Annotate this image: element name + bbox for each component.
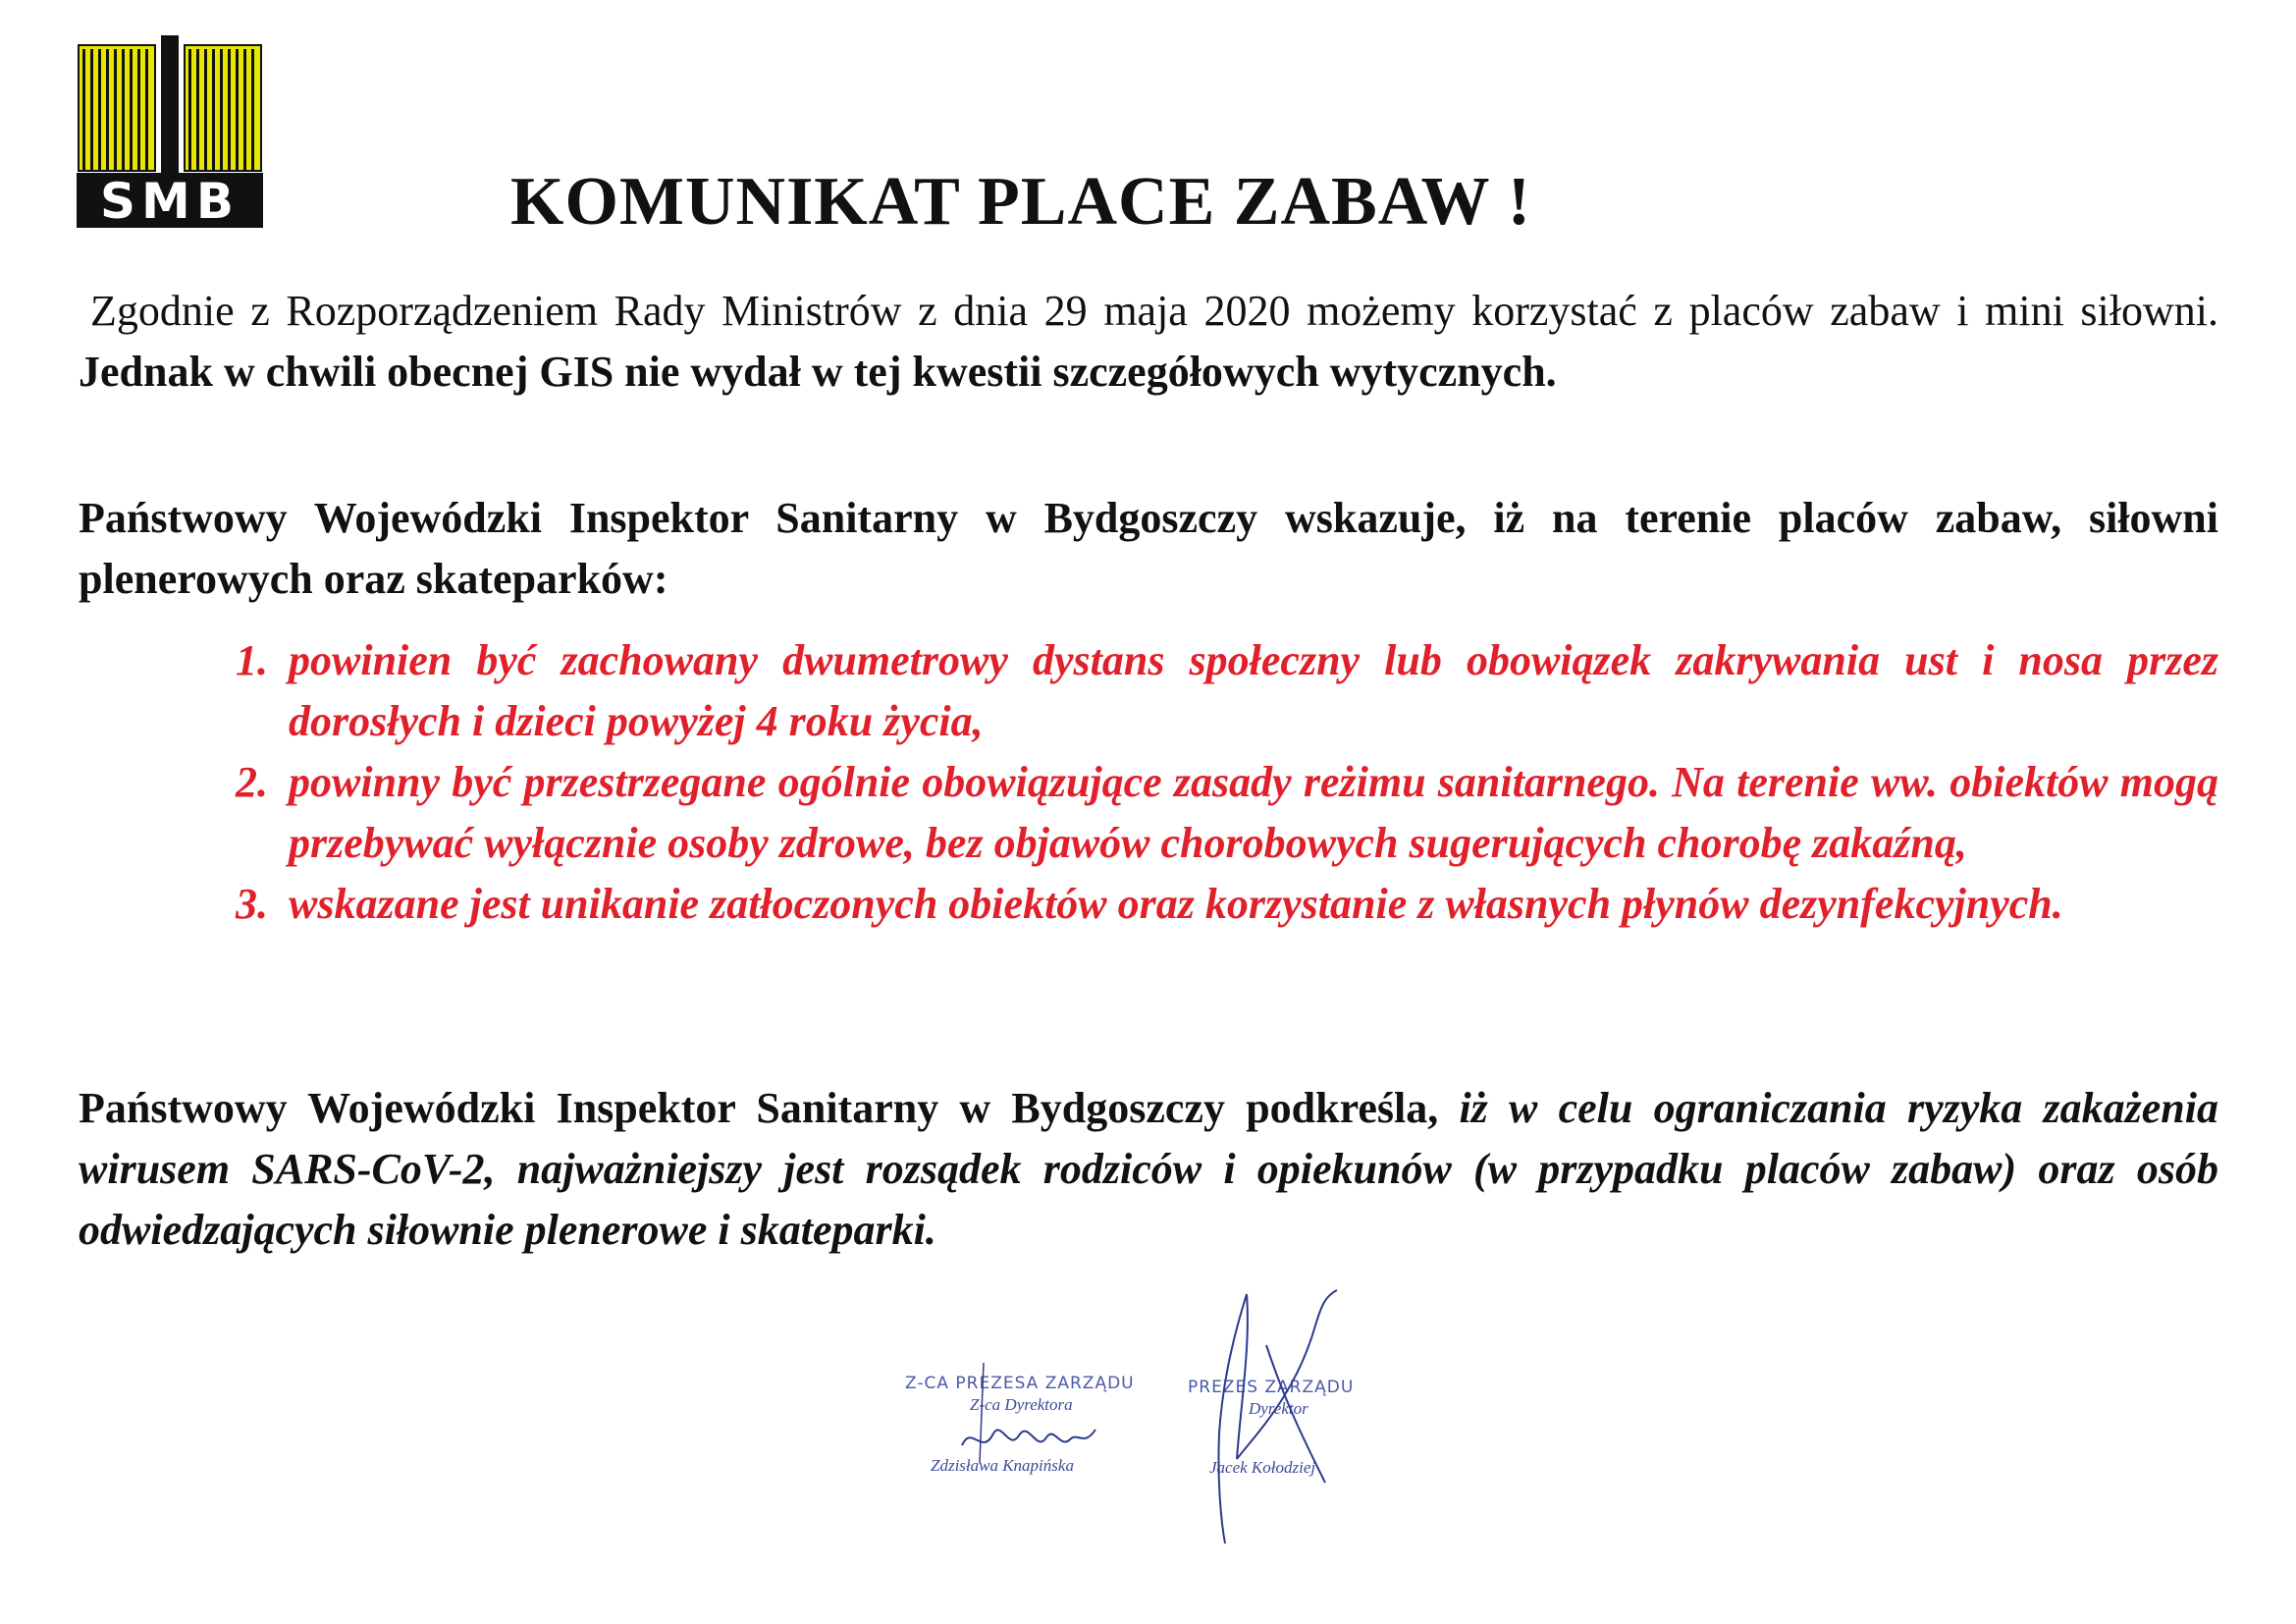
president-stamp (1178, 1286, 1414, 1551)
list-item-number: 2. (236, 758, 268, 806)
smb-logo-graphic (77, 35, 263, 228)
president-stamp-graphic (1178, 1286, 1414, 1551)
signature-squiggle (962, 1430, 1095, 1445)
list-item (236, 752, 2218, 874)
vice-president-stamp (903, 1355, 1168, 1492)
list-item (236, 630, 2218, 752)
stamp-name: Zdzisława Knapińska (931, 1456, 1074, 1475)
list-item-text: powinien być zachowany dwumetrowy dystans społeczny lub obowiązek zakrywania ust i nosa przez dorosłych i dzieci powyżej 4 roku życia, (289, 636, 2218, 745)
closing-italic-text: iż w celu ograniczania ryzyka zakażenia wirusem SARS-CoV-2, najważniejszy jest rozsądek rodziców i opiekunów (w przypadku placów zabaw) oraz osób odwiedzających siłownie plenerowe i skateparki. (79, 1084, 2219, 1254)
smb-logo (77, 35, 263, 228)
list-item-text: wskazane jest unikanie zatłoczonych obiektów oraz korzystanie z własnych płynów dezynfekcyjnych. (289, 880, 2063, 928)
vice-president-stamp-graphic (903, 1355, 1168, 1492)
list-item (236, 874, 2218, 935)
list-item-number: 1. (236, 636, 268, 684)
stamp-role: Dyrektor (1249, 1399, 1308, 1418)
closing-bold-text: Państwowy Wojewódzki Inspektor Sanitarny w Bydgoszczy podkreśla, (79, 1084, 1439, 1132)
closing-paragraph (79, 1078, 2218, 1261)
intro-text: Zgodnie z Rozporządzeniem Rady Ministrów z dnia 29 maja 2020 możemy korzystać z placów zabaw i mini siłowni. (90, 287, 2218, 335)
stamp-role: Z-ca Dyrektora (970, 1395, 1073, 1414)
stamp-title: PREZES ZARZĄDU (1188, 1378, 1355, 1397)
rules-list (236, 630, 2218, 935)
page-title: KOMUNIKAT PLACE ZABAW ! (510, 164, 1532, 240)
intro-bold-text: Jednak w chwili obecnej GIS nie wydał w tej kwestii szczegółowych wytycznych. (79, 348, 1557, 396)
stamp-name: Jacek Kołodziej (1209, 1458, 1316, 1477)
stamp-title: Z-CA PREZESA ZARZĄDU (905, 1374, 1135, 1393)
inspector-statement: Państwowy Wojewódzki Inspektor Sanitarny w Bydgoszczy wskazuje, iż na terenie placów zabaw, siłowni plenerowych oraz skateparków: (79, 494, 2218, 603)
list-item-number: 3. (236, 880, 268, 928)
list-item-text: powinny być przestrzegane ogólnie obowiązujące zasady reżimu sanitarnego. Na terenie ww. obiektów mogą przebywać wyłącznie osoby zdrowe, bez objawów chorobowych sugerujących chorobę zakaźną, (289, 758, 2218, 867)
logo-text: SMB (100, 173, 240, 228)
intro-paragraph (79, 281, 2218, 403)
